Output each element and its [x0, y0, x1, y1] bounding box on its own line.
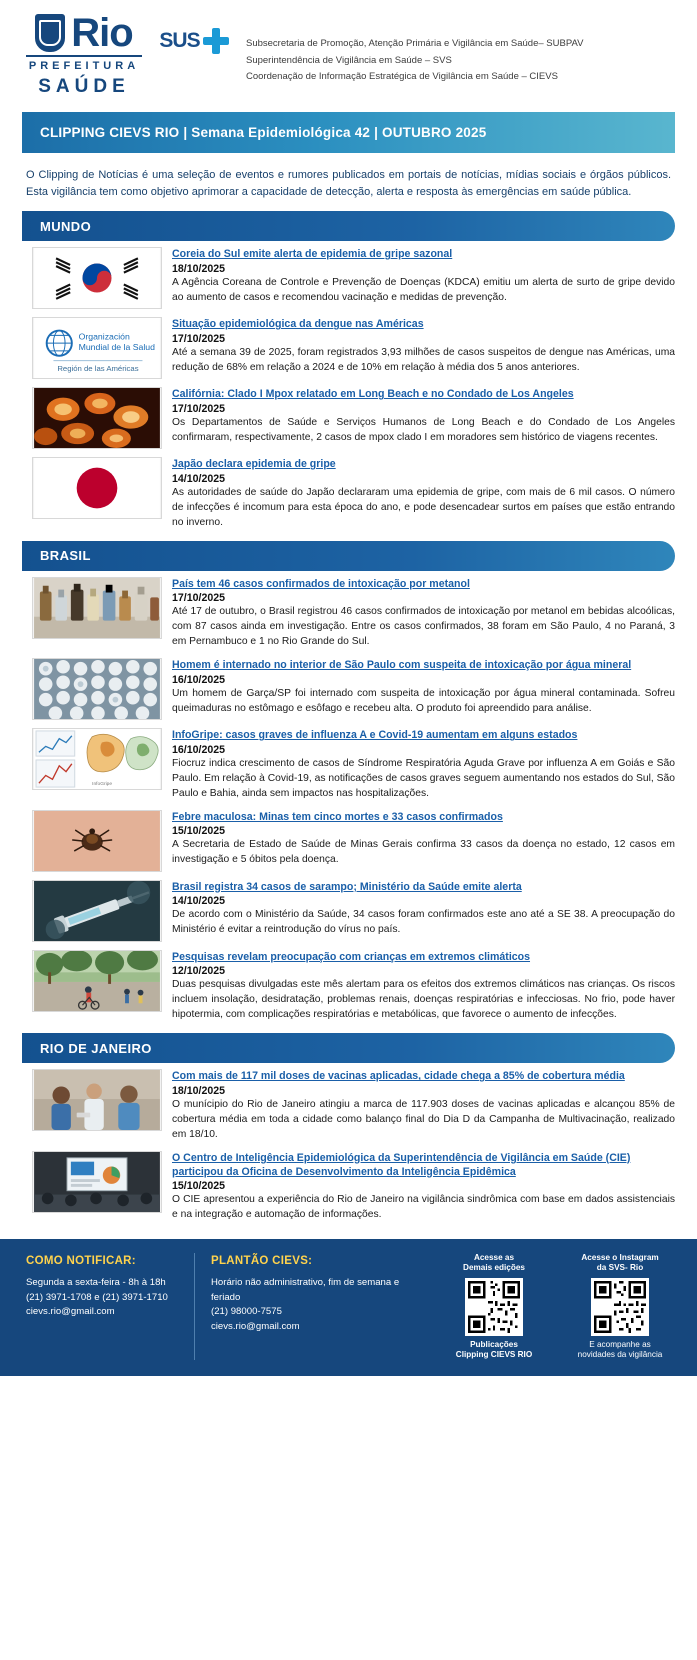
news-date: 16/10/2025 [172, 673, 226, 686]
section-label: RIO DE JANEIRO [40, 1040, 152, 1056]
news-body [172, 810, 675, 869]
news-title-link[interactable]: O Centro de Inteligência Epidemiológica da Superintendência de Vigilância em Saúde (CIE) participou da Oficina de Desenvolvimento da Inteligência Epidêmica [172, 1151, 631, 1178]
news-summary: A Secretaria de Estado de Saúde de Minas Gerais confirma 33 casos da doença no estado, 12 casos em investigação e 5 óbitos pela doença. [172, 839, 675, 866]
news-summary: Até a semana 39 de 2025, foram registrados 3,93 milhões de casos suspeitos de dengue nas Américas, uma redução de 68% em relação a 2024 e de 10% em relação à média dos 5 anos anteriores. [172, 346, 675, 373]
qr-caption-publicacoes: Acesse as Demais edições [463, 1253, 525, 1273]
qr-sub-publicacoes-line1: Publicações [470, 1339, 518, 1349]
rio-wordmark: Rio [71, 11, 133, 55]
news-body [172, 247, 675, 306]
news-item [22, 571, 675, 653]
news-thumbnail-water-bottles [32, 658, 162, 720]
news-title-link[interactable]: País tem 46 casos confirmados de intoxicação por metanol [172, 577, 470, 590]
news-body [172, 880, 675, 939]
news-thumbnail-vaccination-campaign [32, 1069, 162, 1131]
news-title-link[interactable]: Brasil registra 34 casos de sarampo; Ministério da Saúde emite alerta [172, 880, 522, 893]
news-body [172, 577, 675, 651]
news-title-link[interactable]: Homem é internado no interior de São Paulo com suspeita de intoxicação por água mineral [172, 659, 632, 672]
news-item [22, 722, 675, 804]
news-thumbnail-flag-japan [32, 457, 162, 519]
news-item [22, 804, 675, 874]
news-summary: De acordo com o Ministério da Saúde, 34 casos foram confirmados este ano até a SE 38. A preocupação do Ministério é evitar a reintrodução do vírus no país. [172, 909, 675, 936]
header-org-lines [246, 14, 675, 86]
section-banner-mundo [22, 211, 675, 241]
section-label: BRASIL [40, 548, 91, 564]
news-thumbnail-children-park [32, 950, 162, 1012]
news-summary: Fiocruz indica crescimento de casos de Síndrome Respiratória Aguda Grave por influenza A em Goiás e São Paulo. Em relação à Covid-19, as notificações de casos graves seguem aumentando nos estados do Sul, São Paulo e Bahia, ainda sem impactos nas hospitalizações. [172, 757, 675, 799]
news-item [22, 1145, 675, 1225]
logo-divider [26, 55, 142, 57]
intro-paragraph: O Clipping de Notícias é uma seleção de eventos e rumores publicados em portais de notícias, mídias sociais e órgãos públicos. Esta vigilância tem como objetivo aprimorar a capacidade de detecção, alerta e resposta às emergências em saúde pública. [26, 169, 671, 199]
news-item [22, 652, 675, 722]
news-title-link[interactable]: Califórnia: Clado I Mpox relatado em Long Beach e no Condado de Los Angeles [172, 388, 574, 401]
news-thumbnail-tick-on-skin [32, 810, 162, 872]
footer-plantao-cievs [194, 1253, 424, 1360]
qr-caption-instagram: Acesse o Instagram da SVS- Rio [581, 1253, 659, 1273]
qr-sub-instagram [568, 1340, 672, 1361]
section-label: MUNDO [40, 218, 92, 234]
footer-plantao-line-1: Horário não administrativo, fim de semana e feriado [211, 1277, 400, 1303]
news-item [22, 451, 675, 533]
org-line-3: Coordenação de Informação Estratégica de Vigilância em Saúde – CIEVS [246, 71, 558, 83]
news-date: 12/10/2025 [172, 965, 226, 978]
footer-como-notificar [26, 1253, 176, 1360]
news-summary: A Agência Coreana de Controle e Prevenção de Doenças (KDCA) emitiu um alerta de surto de gripe devido ao aumento de casos e recomendou vacinação e medidas de prevenção. [172, 276, 675, 303]
svg-text:Organización: Organización [78, 331, 130, 342]
news-title-link[interactable]: Febre maculosa: Minas tem cinco mortes e 33 casos confirmados [172, 810, 503, 823]
news-date: 15/10/2025 [172, 825, 226, 838]
news-body [172, 950, 675, 1024]
news-list [22, 241, 675, 533]
news-item [22, 944, 675, 1026]
footer-plantao-line-3[interactable]: cievs.rio@gmail.com [211, 1320, 300, 1332]
document-footer [0, 1239, 697, 1376]
news-body [172, 1069, 675, 1143]
news-item [22, 874, 675, 944]
svg-text:Región de las Américas: Región de las Américas [57, 364, 139, 374]
sus-wordmark: SUS [159, 29, 200, 52]
qr-sub-instagram-line1: E acompanhe as [589, 1339, 651, 1349]
qr-code-publicacoes-icon[interactable] [465, 1278, 523, 1336]
qr-code-instagram-icon[interactable] [591, 1278, 649, 1336]
news-item [22, 241, 675, 311]
footer-notificar-line-2: (21) 3971-1708 e (21) 3971-1710 [26, 1291, 168, 1303]
page-title: CLIPPING CIEVS RIO | Semana Epidemiológica 42 | OUTUBRO 2025 [22, 112, 675, 153]
news-date: 16/10/2025 [172, 743, 226, 756]
news-body [172, 457, 675, 531]
news-date: 18/10/2025 [172, 262, 226, 275]
footer-plantao-line-2: (21) 98000-7575 [211, 1306, 282, 1318]
news-body [172, 387, 675, 446]
svg-text:Mundial de la Salud: Mundial de la Salud [78, 342, 155, 353]
news-item [22, 381, 675, 451]
news-summary: Até 17 de outubro, o Brasil registrou 46 casos confirmados de intoxicação por metanol em bebidas alcoólicas, com 87 casos ainda em investigação. Entre os casos confirmados, 38 foram em São Paulo, 4 no Paraná, 3 em Pernambuco e 1 no Rio Grande do Sul. [172, 606, 675, 648]
news-summary: O munícipio do Rio de Janeiro atingiu a marca de 117.903 doses de vacinas aplicadas e alcançou 85% de cobertura média em toda a cidade como balanço final do Dia D da Campanha de Multivacinação, realizado em 18/10. [172, 1098, 675, 1140]
news-list [22, 1063, 675, 1225]
news-list [22, 571, 675, 1026]
news-summary: Os Departamentos de Saúde e Serviços Humanos de Long Beach e do Condado de Los Angeles confirmaram, respectivamente, 2 casos de mpox clado I em moradores sem histórico de viagens recentes. [172, 416, 675, 443]
svg-text:InfoGripe: InfoGripe [92, 782, 113, 788]
document-header [0, 0, 697, 106]
footer-notificar-line-1: Segunda a sexta-feira - 8h à 18h [26, 1277, 166, 1289]
news-summary: Duas pesquisas divulgadas este mês alertam para os efeitos dos extremos climáticos nas crianças. Os riscos incluem insolação, desidratação, problemas renais, doenças respiratórias e infecciosas. No frio, pode haver hipotermia, com complicações respiratórias e metabólicas, que favorece o aumento de infecções. [172, 979, 675, 1021]
news-item [22, 1063, 675, 1145]
rio-crest-icon [26, 11, 142, 55]
news-thumbnail-bottles-shelf [32, 577, 162, 639]
sections-container [0, 211, 697, 1225]
news-title-link[interactable]: Situação epidemiológica da dengue nas Américas [172, 318, 424, 331]
sus-logo [156, 14, 232, 54]
qr-sub-publicacoes-line2: Clipping CIEVS RIO [455, 1349, 533, 1359]
section-banner-brasil [22, 541, 675, 571]
medical-cross-icon [203, 28, 229, 54]
news-thumbnail-workshop-presentation [32, 1151, 162, 1213]
footer-plantao-heading: PLANTÃO CIEVS: [211, 1255, 313, 1268]
news-date: 18/10/2025 [172, 1084, 226, 1097]
section-banner-rio-de-janeiro [22, 1033, 675, 1063]
news-title-link[interactable]: Pesquisas revelam preocupação com crianças em extremos climáticos [172, 950, 531, 963]
qr-block-publicacoes[interactable] [442, 1253, 546, 1360]
news-date: 17/10/2025 [172, 402, 226, 415]
news-body [172, 1151, 675, 1223]
news-thumbnail-flag-south-korea [32, 247, 162, 309]
footer-notificar-heading: COMO NOTIFICAR: [26, 1255, 136, 1268]
news-title-link[interactable]: Japão declara epidemia de gripe [172, 458, 336, 471]
news-body [172, 728, 675, 802]
org-line-1: Subsecretaria de Promoção, Atenção Primária e Vigilância em Saúde– SUBPAV [246, 38, 584, 49]
news-summary: O CIE apresentou a experiência do Rio de Janeiro na vigilância sindrômica com base em dados assistenciais e na integração e automação de informações. [172, 1194, 675, 1221]
qr-sub-publicacoes [442, 1340, 546, 1361]
news-thumbnail-logo-opas [32, 317, 162, 379]
saude-wordmark: SAÚDE [38, 76, 130, 97]
news-body [172, 658, 675, 717]
news-thumbnail-vaccine-syringe [32, 880, 162, 942]
news-thumbnail-infogripe-maps [32, 728, 162, 790]
news-thumbnail-micrograph-mpox [32, 387, 162, 449]
footer-notificar-line-3[interactable]: cievs.rio@gmail.com [26, 1306, 115, 1318]
news-date: 17/10/2025 [172, 592, 226, 605]
footer-qr-codes [442, 1253, 678, 1360]
news-date: 14/10/2025 [172, 895, 226, 908]
news-title-link[interactable]: InfoGripe: casos graves de influenza A e Covid-19 aumentam em alguns estados [172, 729, 578, 742]
qr-block-instagram[interactable] [568, 1253, 672, 1360]
prefeitura-wordmark: PREFEITURA [28, 60, 140, 72]
news-body [172, 317, 675, 376]
news-date: 14/10/2025 [172, 472, 226, 485]
news-date: 17/10/2025 [172, 332, 226, 345]
org-line-2: Superintendência de Vigilância em Saúde – SVS [246, 54, 452, 66]
qr-sub-instagram-line2: novidades da vigilância [577, 1349, 663, 1359]
news-date: 15/10/2025 [172, 1180, 226, 1193]
rio-prefeitura-logo [26, 11, 142, 98]
news-title-link[interactable]: Com mais de 117 mil doses de vacinas aplicadas, cidade chega a 85% de cobertura média [172, 1070, 625, 1083]
news-summary: Um homem de Garça/SP foi internado com suspeita de intoxicação por água mineral contaminada. Sofreu queimaduras no estômago e esôfago e recebeu alta. O produto foi apreendido para análise. [172, 687, 675, 714]
news-title-link[interactable]: Coreia do Sul emite alerta de epidemia de gripe sazonal [172, 248, 453, 261]
news-summary: As autoridades de saúde do Japão declararam uma epidemia de gripe, com mais de 6 mil casos. O número de infecções é incomum para esta época do ano, e pode desencadear surtos em países que estão entrando no inverno. [172, 486, 675, 528]
news-item [22, 311, 675, 381]
